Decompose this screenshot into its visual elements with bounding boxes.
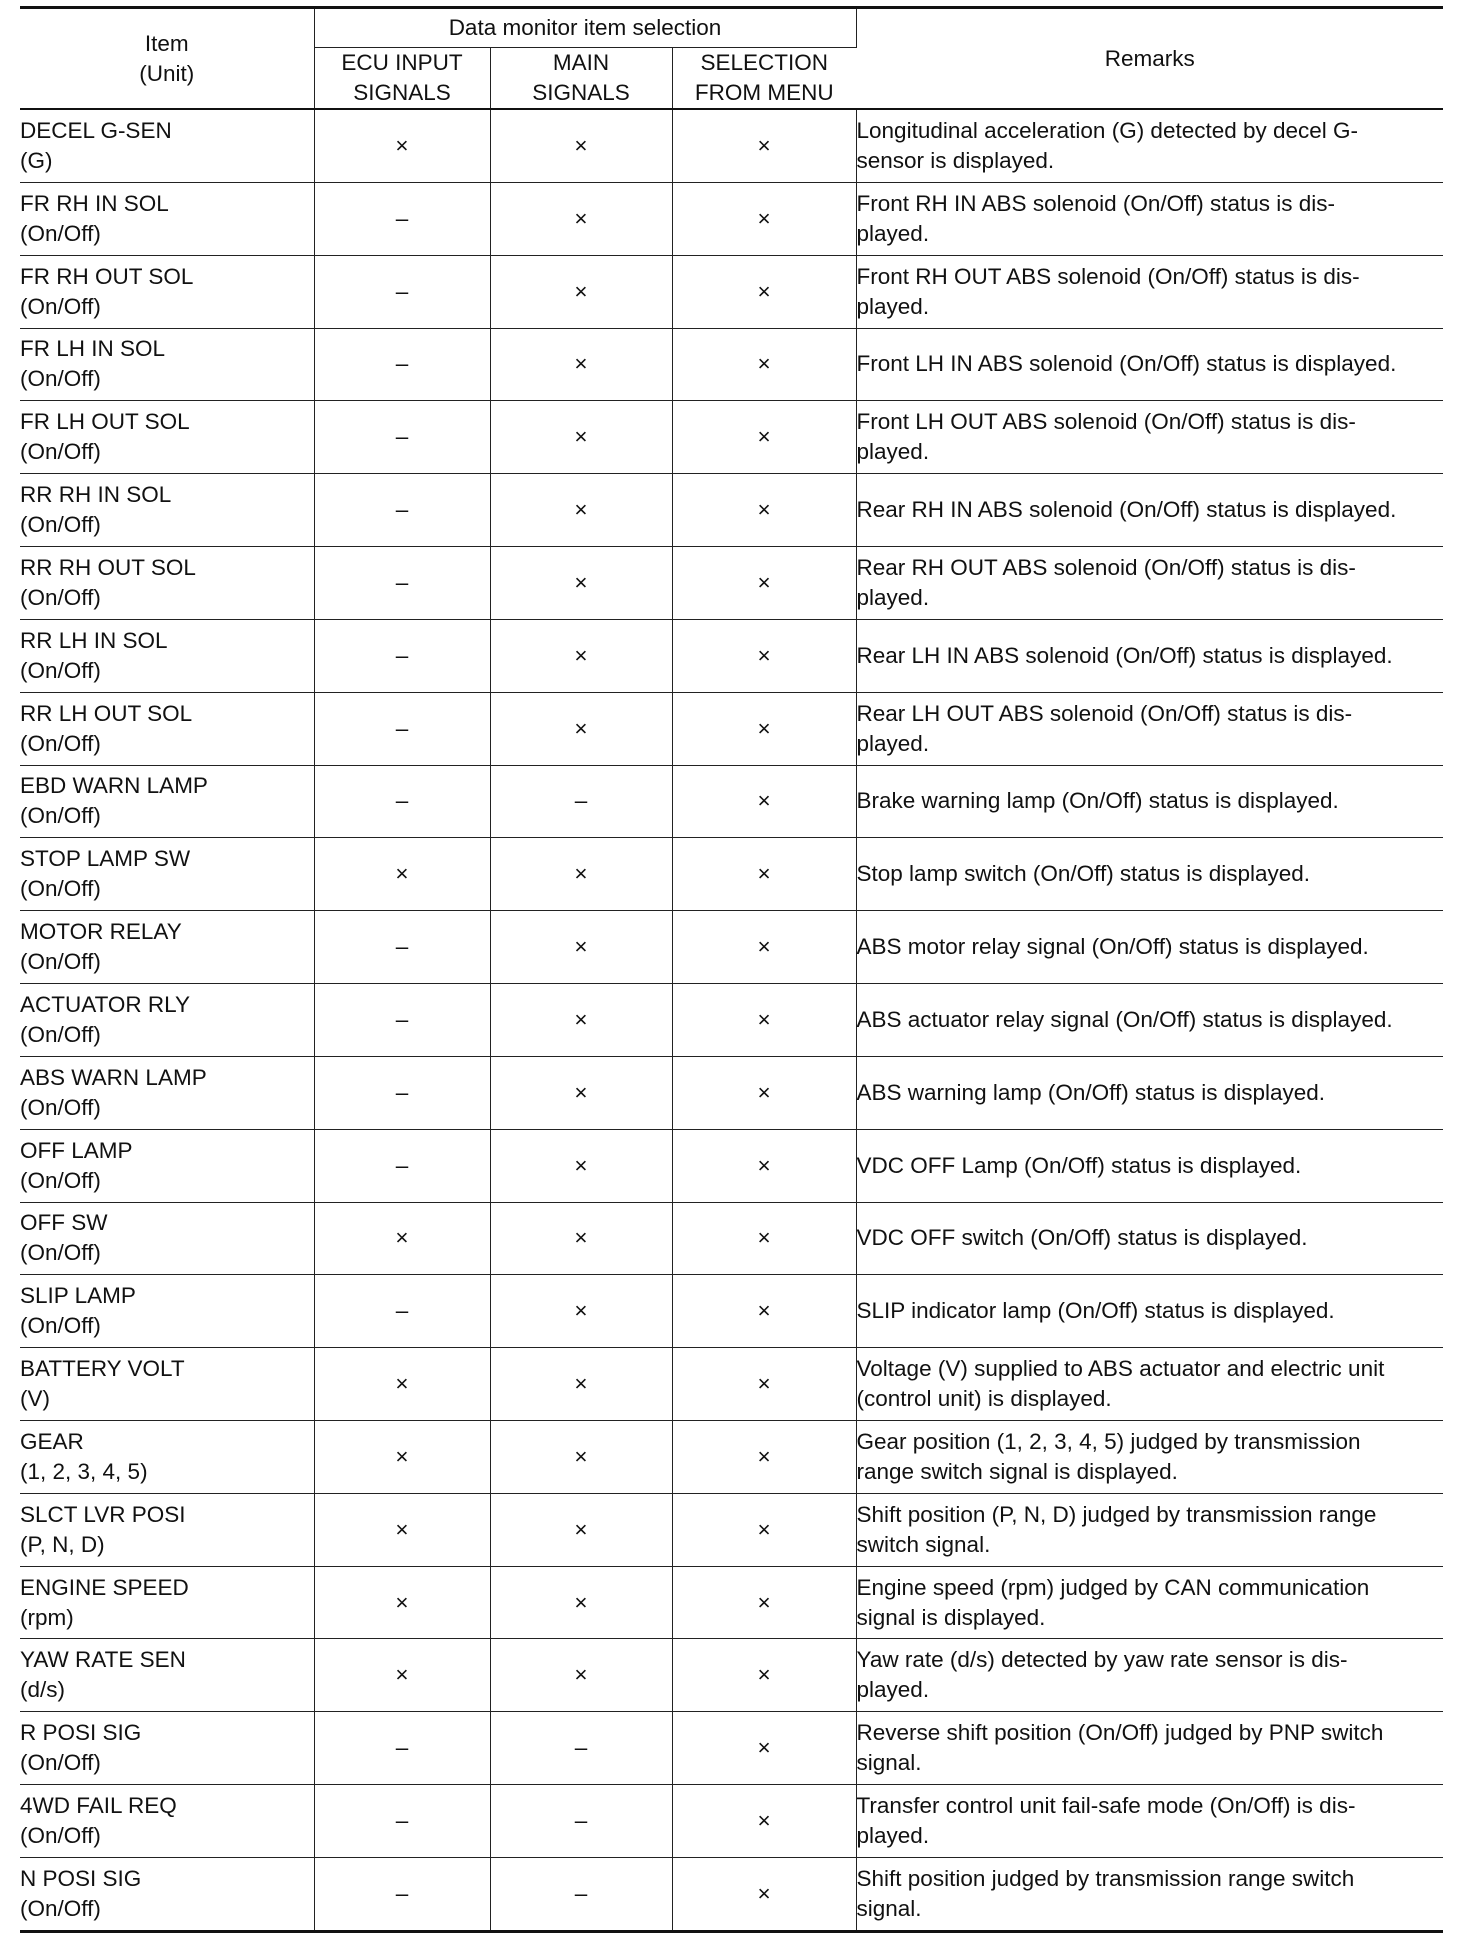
main-signals-mark: ×	[490, 474, 672, 547]
selection-from-menu-header	[672, 48, 856, 110]
remark-line2: played.	[856, 584, 930, 610]
table-row	[20, 1857, 1443, 1931]
main-signals-mark: ×	[490, 1639, 672, 1712]
ecu-input-mark: ×	[314, 838, 490, 911]
ecu-input-mark: –	[314, 1785, 490, 1858]
ecu-input-mark: ×	[314, 1493, 490, 1566]
remark-cell	[856, 401, 1443, 474]
remark-line1: Rear RH IN ABS solenoid (On/Off) status is displayed.	[856, 497, 1397, 523]
item-cell	[20, 765, 314, 838]
remark-cell	[856, 619, 1443, 692]
item-cell	[20, 1493, 314, 1566]
remark-line1: Brake warning lamp (On/Off) status is displayed.	[856, 788, 1339, 814]
item-cell	[20, 1129, 314, 1202]
main-signals-mark: ×	[490, 255, 672, 328]
remark-line1: Front RH IN ABS solenoid (On/Off) status is dis-	[856, 190, 1336, 216]
item-cell	[20, 1056, 314, 1129]
selection-menu-mark: ×	[672, 547, 856, 620]
table-row	[20, 1639, 1443, 1712]
item-cell	[20, 109, 314, 182]
table-row	[20, 1056, 1443, 1129]
remark-line2: played.	[856, 220, 930, 246]
main-signals-mark: –	[490, 1857, 672, 1931]
item-cell	[20, 984, 314, 1057]
remark-line2: signal.	[856, 1895, 922, 1921]
remark-cell	[856, 692, 1443, 765]
remark-cell	[856, 109, 1443, 182]
main-signals-mark: ×	[490, 1421, 672, 1494]
remark-line1: Front LH OUT ABS solenoid (On/Off) status is dis-	[856, 409, 1356, 435]
remark-line1: Stop lamp switch (On/Off) status is displayed.	[856, 861, 1311, 887]
remark-line1: ABS actuator relay signal (On/Off) status is displayed.	[856, 1006, 1393, 1032]
ecu-input-mark: –	[314, 765, 490, 838]
remark-cell	[856, 1348, 1443, 1421]
main-signals-mark: –	[490, 1785, 672, 1858]
ecu-input-mark: –	[314, 1275, 490, 1348]
item-cell	[20, 255, 314, 328]
remark-line1: VDC OFF Lamp (On/Off) status is displayed.	[856, 1152, 1302, 1178]
remark-line1: ABS warning lamp (On/Off) status is displayed.	[856, 1079, 1326, 1105]
table-row	[20, 838, 1443, 911]
table-row	[20, 255, 1443, 328]
item-unit: (On/Off)	[20, 876, 101, 902]
item-unit: (On/Off)	[20, 1167, 101, 1193]
ecu-input-mark: –	[314, 911, 490, 984]
ecu-input-mark: –	[314, 255, 490, 328]
selection-menu-mark: ×	[672, 1056, 856, 1129]
selection-menu-mark: ×	[672, 1129, 856, 1202]
selection-menu-mark: ×	[672, 765, 856, 838]
item-unit: (On/Off)	[20, 1313, 101, 1339]
remark-line1: Transfer control unit fail-safe mode (On/Off) is dis-	[856, 1793, 1356, 1819]
main-signals-mark: ×	[490, 1566, 672, 1639]
table-row	[20, 328, 1443, 401]
remark-cell	[856, 1129, 1443, 1202]
remark-line1: Gear position (1, 2, 3, 4, 5) judged by transmission	[856, 1428, 1361, 1454]
item-name: ABS WARN LAMP	[20, 1064, 207, 1090]
selection-menu-mark: ×	[672, 1202, 856, 1275]
remark-line1: SLIP indicator lamp (On/Off) status is displayed.	[856, 1298, 1335, 1324]
table-row	[20, 619, 1443, 692]
remark-line1: Reverse shift position (On/Off) judged by PNP switch	[856, 1720, 1384, 1746]
item-unit: (On/Off)	[20, 293, 101, 319]
selection-menu-mark: ×	[672, 1639, 856, 1712]
main-signals-mark: –	[490, 765, 672, 838]
remark-cell	[856, 1639, 1443, 1712]
item-name: RR RH IN SOL	[20, 482, 172, 508]
remark-cell	[856, 765, 1443, 838]
item-name: YAW RATE SEN	[20, 1647, 186, 1673]
selection-menu-mark: ×	[672, 1712, 856, 1785]
remark-line1: Shift position judged by transmission range switch	[856, 1865, 1355, 1891]
item-cell	[20, 401, 314, 474]
remark-line2: played.	[856, 293, 930, 319]
ecu-header-line2: SIGNALS	[353, 80, 451, 105]
item-unit: (On/Off)	[20, 1750, 101, 1776]
remark-cell	[856, 1275, 1443, 1348]
table-row	[20, 474, 1443, 547]
remark-line1: Yaw rate (d/s) detected by yaw rate sensor is dis-	[856, 1647, 1348, 1673]
item-name: SLCT LVR POSI	[20, 1501, 186, 1527]
item-cell	[20, 1712, 314, 1785]
ecu-input-mark: –	[314, 1056, 490, 1129]
item-cell	[20, 1275, 314, 1348]
remark-cell	[856, 474, 1443, 547]
remark-cell	[856, 1785, 1443, 1858]
main-signals-mark: ×	[490, 547, 672, 620]
item-unit-header	[20, 8, 314, 110]
remark-line1: Rear RH OUT ABS solenoid (On/Off) status is dis-	[856, 554, 1356, 580]
item-name: RR RH OUT SOL	[20, 554, 196, 580]
selection-menu-mark: ×	[672, 1493, 856, 1566]
selection-menu-mark: ×	[672, 401, 856, 474]
item-name: GEAR	[20, 1428, 84, 1454]
ecu-input-mark: –	[314, 1129, 490, 1202]
main-signals-mark: ×	[490, 1056, 672, 1129]
remark-line2: range switch signal is displayed.	[856, 1458, 1178, 1484]
remark-line2: sensor is displayed.	[856, 147, 1055, 173]
selection-menu-mark: ×	[672, 1857, 856, 1931]
table-row	[20, 1421, 1443, 1494]
remark-cell	[856, 182, 1443, 255]
remark-cell	[856, 1493, 1443, 1566]
ecu-input-mark: ×	[314, 1202, 490, 1275]
item-unit: (On/Off)	[20, 1021, 101, 1047]
item-unit: (On/Off)	[20, 1823, 101, 1849]
item-name: OFF LAMP	[20, 1137, 133, 1163]
ecu-input-mark: –	[314, 619, 490, 692]
selection-menu-mark: ×	[672, 838, 856, 911]
main-header-line1: MAIN	[552, 50, 610, 75]
remark-line1: Rear LH IN ABS solenoid (On/Off) status is displayed.	[856, 642, 1393, 668]
table-row	[20, 984, 1443, 1057]
item-unit: (d/s)	[20, 1677, 65, 1703]
item-unit: (On/Off)	[20, 730, 101, 756]
ecu-input-mark: ×	[314, 1348, 490, 1421]
table-row	[20, 1348, 1443, 1421]
ecu-input-signals-header	[314, 48, 490, 110]
ecu-input-mark: –	[314, 984, 490, 1057]
main-header-line2: SIGNALS	[532, 80, 630, 105]
remark-line1: Voltage (V) supplied to ABS actuator and electric unit	[856, 1356, 1385, 1382]
remark-cell	[856, 1421, 1443, 1494]
item-unit: (On/Off)	[20, 657, 101, 683]
item-cell	[20, 1566, 314, 1639]
table-row	[20, 1712, 1443, 1785]
item-name: STOP LAMP SW	[20, 846, 191, 872]
selection-menu-mark: ×	[672, 1785, 856, 1858]
ecu-input-mark: –	[314, 547, 490, 620]
remark-cell	[856, 984, 1443, 1057]
item-unit: (P, N, D)	[20, 1531, 105, 1557]
table-row	[20, 401, 1443, 474]
main-signals-mark: ×	[490, 1275, 672, 1348]
ecu-input-mark: ×	[314, 1421, 490, 1494]
item-cell	[20, 474, 314, 547]
main-signals-header	[490, 48, 672, 110]
table-row	[20, 182, 1443, 255]
selection-menu-mark: ×	[672, 328, 856, 401]
item-unit: (On/Off)	[20, 366, 101, 392]
remark-line2: played.	[856, 1677, 930, 1703]
item-header-label: Item	[144, 30, 189, 56]
remark-line1: Rear LH OUT ABS solenoid (On/Off) status is dis-	[856, 700, 1353, 726]
table-row	[20, 547, 1443, 620]
item-name: FR LH IN SOL	[20, 336, 166, 362]
item-unit: (On/Off)	[20, 512, 101, 538]
selection-menu-mark: ×	[672, 619, 856, 692]
selection-menu-mark: ×	[672, 109, 856, 182]
item-unit: (On/Off)	[20, 1240, 101, 1266]
item-name: SLIP LAMP	[20, 1283, 136, 1309]
ecu-input-mark: –	[314, 1712, 490, 1785]
item-name: ENGINE SPEED	[20, 1574, 189, 1600]
unit-header-label: (Unit)	[139, 60, 195, 86]
item-name: 4WD FAIL REQ	[20, 1793, 177, 1819]
item-name: R POSI SIG	[20, 1720, 142, 1746]
data-monitor-selection-header: Data monitor item selection	[314, 8, 856, 48]
item-name: BATTERY VOLT	[20, 1356, 185, 1382]
item-name: RR LH OUT SOL	[20, 700, 193, 726]
main-signals-mark: ×	[490, 692, 672, 765]
remark-cell	[856, 547, 1443, 620]
item-cell	[20, 911, 314, 984]
item-cell	[20, 1348, 314, 1421]
main-signals-mark: ×	[490, 401, 672, 474]
remark-line1: Engine speed (rpm) judged by CAN communication	[856, 1574, 1370, 1600]
item-unit: (On/Off)	[20, 439, 101, 465]
remark-cell	[856, 1056, 1443, 1129]
table-row	[20, 911, 1443, 984]
table-row	[20, 1275, 1443, 1348]
remark-line1: Shift position (P, N, D) judged by transmission range	[856, 1501, 1377, 1527]
item-cell	[20, 328, 314, 401]
item-cell	[20, 1421, 314, 1494]
ecu-input-mark: –	[314, 328, 490, 401]
selection-menu-mark: ×	[672, 984, 856, 1057]
main-signals-mark: ×	[490, 1202, 672, 1275]
item-cell	[20, 1857, 314, 1931]
item-cell	[20, 182, 314, 255]
table-row	[20, 1202, 1443, 1275]
table-row	[20, 692, 1443, 765]
remark-line1: VDC OFF switch (On/Off) status is displayed.	[856, 1225, 1308, 1251]
item-cell	[20, 619, 314, 692]
main-signals-mark: ×	[490, 911, 672, 984]
item-cell	[20, 1639, 314, 1712]
ecu-input-mark: –	[314, 182, 490, 255]
item-cell	[20, 838, 314, 911]
remark-cell	[856, 1202, 1443, 1275]
ecu-header-line1: ECU INPUT	[341, 50, 463, 75]
item-unit: (On/Off)	[20, 220, 101, 246]
remark-line2: signal is displayed.	[856, 1604, 1046, 1630]
main-signals-mark: ×	[490, 838, 672, 911]
item-name: ACTUATOR RLY	[20, 991, 191, 1017]
ecu-input-mark: ×	[314, 1566, 490, 1639]
item-unit: (1, 2, 3, 4, 5)	[20, 1458, 148, 1484]
main-signals-mark: –	[490, 1712, 672, 1785]
menu-header-line1: SELECTION	[700, 50, 829, 75]
selection-menu-mark: ×	[672, 255, 856, 328]
selection-menu-mark: ×	[672, 474, 856, 547]
item-unit: (On/Off)	[20, 584, 101, 610]
item-unit: (On/Off)	[20, 1895, 101, 1921]
main-signals-mark: ×	[490, 984, 672, 1057]
selection-menu-mark: ×	[672, 911, 856, 984]
item-name: OFF SW	[20, 1210, 108, 1236]
item-name: FR RH OUT SOL	[20, 263, 194, 289]
table-row	[20, 765, 1443, 838]
remark-cell	[856, 255, 1443, 328]
item-cell	[20, 547, 314, 620]
item-unit: (V)	[20, 1386, 50, 1412]
selection-menu-mark: ×	[672, 1421, 856, 1494]
selection-menu-mark: ×	[672, 182, 856, 255]
item-name: DECEL G-SEN	[20, 117, 172, 143]
item-name: EBD WARN LAMP	[20, 773, 208, 799]
ecu-input-mark: ×	[314, 1639, 490, 1712]
remarks-header: Remarks	[856, 8, 1443, 110]
ecu-input-mark: –	[314, 1857, 490, 1931]
item-unit: (G)	[20, 147, 53, 173]
table-row	[20, 1785, 1443, 1858]
main-signals-mark: ×	[490, 1348, 672, 1421]
table-row	[20, 1129, 1443, 1202]
table-header	[20, 8, 1443, 110]
remark-line1: ABS motor relay signal (On/Off) status is displayed.	[856, 934, 1369, 960]
selection-menu-mark: ×	[672, 1348, 856, 1421]
remark-cell	[856, 838, 1443, 911]
main-signals-mark: ×	[490, 1493, 672, 1566]
remark-line2: switch signal.	[856, 1531, 991, 1557]
ecu-input-mark: –	[314, 692, 490, 765]
main-signals-mark: ×	[490, 182, 672, 255]
ecu-input-mark: ×	[314, 109, 490, 182]
remark-line2: played.	[856, 1823, 930, 1849]
selection-menu-mark: ×	[672, 692, 856, 765]
item-name: FR RH IN SOL	[20, 190, 169, 216]
menu-header-line2: FROM MENU	[694, 80, 834, 105]
item-unit: (On/Off)	[20, 1094, 101, 1120]
table-body	[20, 109, 1443, 1932]
main-signals-mark: ×	[490, 619, 672, 692]
table-row	[20, 1566, 1443, 1639]
remark-cell	[856, 1712, 1443, 1785]
item-name: MOTOR RELAY	[20, 919, 182, 945]
item-name: FR LH OUT SOL	[20, 409, 190, 435]
remark-line1: Front RH OUT ABS solenoid (On/Off) status is dis-	[856, 263, 1360, 289]
item-cell	[20, 1202, 314, 1275]
remark-line2: (control unit) is displayed.	[856, 1386, 1112, 1412]
selection-menu-mark: ×	[672, 1275, 856, 1348]
remark-cell	[856, 1857, 1443, 1931]
remark-cell	[856, 328, 1443, 401]
remark-line2: played.	[856, 730, 930, 756]
item-unit: (On/Off)	[20, 949, 101, 975]
item-cell	[20, 692, 314, 765]
remark-line1: Longitudinal acceleration (G) detected by decel G-	[856, 117, 1359, 143]
ecu-input-mark: –	[314, 474, 490, 547]
remark-cell	[856, 911, 1443, 984]
item-unit: (On/Off)	[20, 803, 101, 829]
item-cell	[20, 1785, 314, 1858]
item-name: RR LH IN SOL	[20, 627, 168, 653]
remark-line1: Front LH IN ABS solenoid (On/Off) status is displayed.	[856, 351, 1397, 377]
table-row	[20, 1493, 1443, 1566]
main-signals-mark: ×	[490, 328, 672, 401]
item-unit: (rpm)	[20, 1604, 74, 1630]
data-monitor-table	[20, 6, 1443, 1933]
item-name: N POSI SIG	[20, 1865, 142, 1891]
main-signals-mark: ×	[490, 109, 672, 182]
table-row	[20, 109, 1443, 182]
ecu-input-mark: –	[314, 401, 490, 474]
remark-cell	[856, 1566, 1443, 1639]
remark-line2: signal.	[856, 1750, 922, 1776]
selection-menu-mark: ×	[672, 1566, 856, 1639]
remark-line2: played.	[856, 439, 930, 465]
main-signals-mark: ×	[490, 1129, 672, 1202]
